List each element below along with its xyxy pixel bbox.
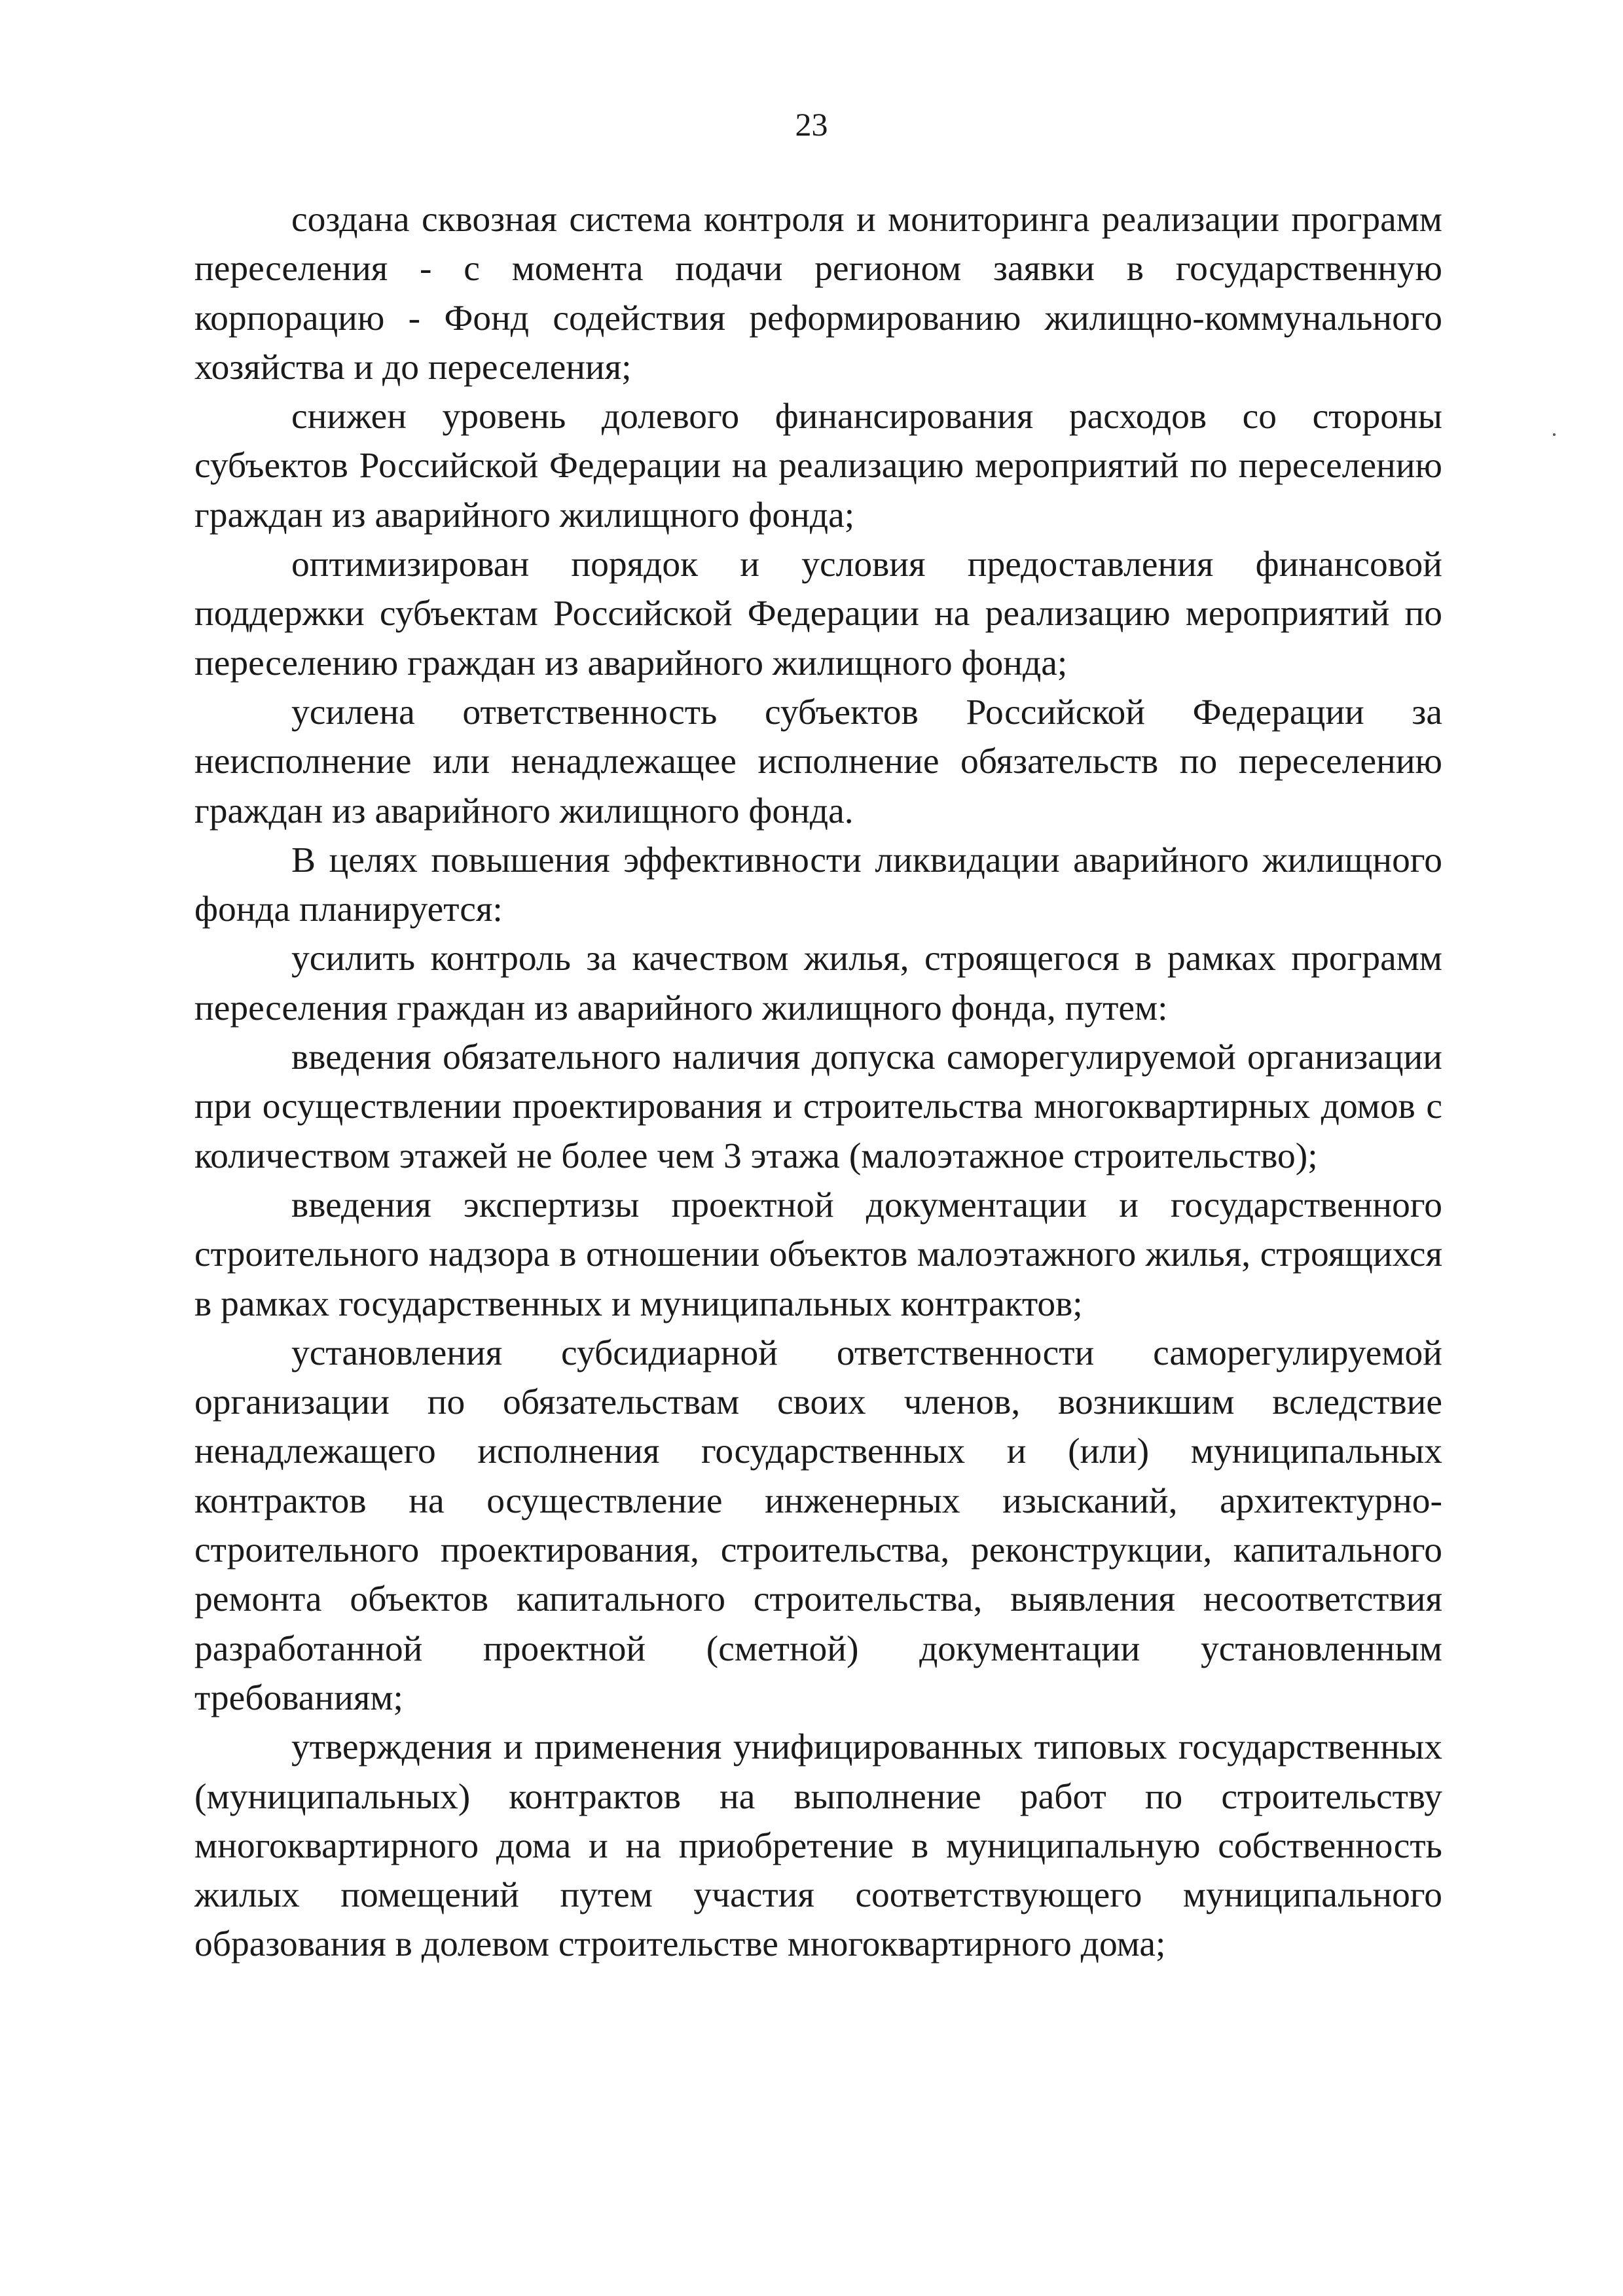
scan-speck: [1553, 433, 1556, 436]
paragraph-cofinancing-level: снижен уровень долевого финансирования расходов со стороны субъектов Российской Федерации на реализацию мероприятий по переселению граждан из аварийного жилищного фонда;: [194, 397, 1442, 535]
document-body: [194, 195, 1442, 1969]
paragraph-support-conditions: оптимизирован порядок и условия предоставления финансовой поддержки субъектам Российской Федерации на реализацию мероприятий по переселению граждан из аварийного жилищного фонда;: [194, 545, 1442, 683]
paragraph-subsidiary-liability: установления субсидиарной ответственности саморегулируемой организации по обязательствам своих членов, возникшим вследствие ненадлежащего исполнения государственных и (или) муниципальных контрактов на осуществление инженерных изысканий, архитектурно-строительного проектирования, строительства, реконструкции, капитального ремонта объектов капитального строительства, выявления несоответствия разработанной проектной (сметной) документации установленным требованиям;: [194, 1333, 1442, 1718]
paragraph-expertise: введения экспертизы проектной документации и государственного строительного надзора в отношении объектов малоэтажного жилья, строящихся в рамках государственных и муниципальных контрактов;: [194, 1185, 1442, 1324]
paragraph-standard-contracts: утверждения и применения унифицированных типовых государственных (муниципальных) контрактов на выполнение работ по строительству многоквартирного дома и на приобретение в муниципальную собственность жилых помещений путем участия соответствующего муниципального образования в долевом строительстве многоквартирного дома;: [194, 1727, 1442, 1965]
page-number: 23: [795, 106, 828, 143]
paragraph-planned-measures: В целях повышения эффективности ликвидации аварийного жилищного фонда планируется:: [194, 840, 1442, 930]
paragraph-quality-control: усилить контроль за качеством жилья, строящегося в рамках программ переселения граждан из аварийного жилищного фонда, путем:: [194, 939, 1442, 1028]
paragraph-responsibility: усилена ответственность субъектов Российской Федерации за неисполнение или ненадлежащее исполнение обязательств по переселению граждан из аварийного жилищного фонда.: [194, 692, 1442, 831]
paragraph-sro-admission: введения обязательного наличия допуска саморегулируемой организации при осуществлении проектирования и строительства многоквартирных домов с количеством этажей не более чем 3 этажа (малоэтажное строительство);: [194, 1037, 1442, 1176]
paragraph-control-system: создана сквозная система контроля и мониторинга реализации программ переселения - с момента подачи регионом заявки в государственную корпорацию - Фонд содействия реформированию жилищно-коммунального хозяйства и до переселения;: [194, 200, 1442, 387]
